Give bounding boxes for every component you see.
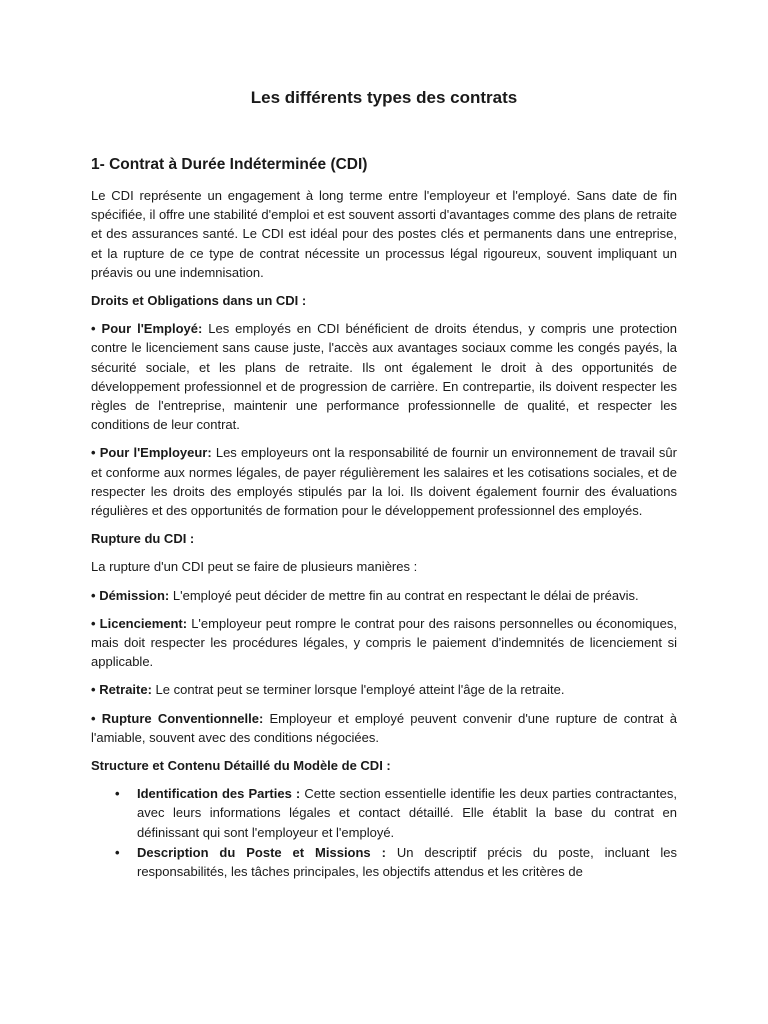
rupture-intro-paragraph: La rupture d'un CDI peut se faire de plusieurs manières : — [91, 559, 418, 575]
bullet-glyph: • — [91, 615, 96, 631]
rupture-heading: Rupture du CDI : — [91, 531, 195, 547]
rights-employer-term: Pour l'Employeur: — [99, 445, 212, 461]
structure-poste-text: Un descriptif précis du poste, incluant les responsabilités, les tâches principales, les objectifs attendus et les critères de — [137, 844, 677, 880]
rupture-item-licenciement — [91, 614, 677, 672]
bullet-glyph: • — [115, 786, 120, 802]
document-body — [91, 86, 677, 882]
rupture-conventionnelle-text: Employeur et employé peuvent convenir d'une rupture de contrat à l'amiable, souvent avec des conditions négociées. — [91, 710, 677, 745]
rupture-demission-text: L'employé peut décider de mettre fin au contrat en respectant le délai de préavis. — [169, 587, 639, 603]
list-item — [115, 784, 677, 842]
bullet-glyph: • — [91, 445, 96, 461]
rupture-item-retraite — [91, 680, 677, 699]
rupture-conventionnelle-term: Rupture Conventionnelle: — [101, 710, 264, 726]
rupture-item-conventionnelle — [91, 709, 677, 747]
rights-employee-paragraph — [91, 319, 677, 434]
rights-obligations-heading: Droits et Obligations dans un CDI : — [91, 293, 307, 309]
rupture-demission-term: Démission: — [99, 587, 170, 603]
rupture-licenciement-term: Licenciement: — [99, 615, 188, 631]
structure-list — [91, 784, 677, 881]
rupture-licenciement-text: L'employeur peut rompre le contrat pour des raisons personnelles ou économiques, mais doit respecter les procédures légales, y compris le paiement d'indemnités de licenciement si applicable. — [91, 615, 677, 670]
bullet-glyph: • — [91, 587, 96, 603]
document-title: Les différents types des contrats — [250, 88, 518, 107]
rupture-retraite-text: Le contrat peut se terminer lorsque l'employé atteint l'âge de la retraite. — [151, 682, 565, 698]
structure-parties-text: Cette section essentielle identifie les deux parties contractantes, avec leurs informations légales et contact détaillé. Elle établit la base du contrat en définissant qui sont l'employeur et l'employé. — [137, 786, 677, 840]
bullet-glyph: • — [91, 321, 96, 337]
bullet-glyph: • — [115, 844, 120, 860]
bullet-glyph: • — [91, 710, 96, 726]
structure-parties-term: Identification des Parties : — [137, 786, 301, 802]
rupture-item-demission — [91, 586, 677, 605]
rights-employer-paragraph — [91, 443, 677, 520]
rights-employer-text: Les employeurs ont la responsabilité de fournir un environnement de travail sûr et conforme aux normes légales, de payer régulièrement les salaires et les cotisations sociales, et de respecter les droits des employés stipulés par la loi. Ils doivent également fournir des évaluations régulières et des opportunités de formation pour le développement professionnel des employés. — [91, 445, 677, 519]
rights-employee-term: Pour l'Employé: — [101, 321, 203, 337]
list-item — [115, 843, 677, 881]
structure-poste-term: Description du Poste et Missions : — [137, 844, 386, 860]
rights-employee-text: Les employés en CDI bénéficient de droits étendus, y compris une protection contre le licenciement sans cause juste, l'accès aux avantages sociaux comme les congés payés, la sécurité sociale, et les plans de retraite. Ils ont également le droit à des opportunités de développement professionnel et de progression de carrière. En contrepartie, ils doivent respecter les règles de l'entreprise, maintenir une performance professionnelle de qualité, et respecter les conditions de leur contrat. — [91, 321, 677, 433]
structure-heading: Structure et Contenu Détaillé du Modèle de CDI : — [91, 758, 391, 774]
cdi-intro-paragraph: Le CDI représente un engagement à long terme entre l'employeur et l'employé. Sans date de fin spécifiée, il offre une stabilité d'emploi et est souvent assorti d'avantages comme des plans de retraite et des assurances santé. Le CDI est idéal pour des postes clés et permanents dans une entreprise, et la rupture de ce type de contrat nécessite un processus légal rigoureux, souvent impliquant un préavis ou une indemnisation. — [91, 188, 677, 280]
rupture-retraite-term: Retraite: — [99, 682, 152, 698]
bullet-glyph: • — [91, 682, 96, 698]
section-heading-cdi: 1- Contrat à Durée Indéterminée (CDI) — [91, 156, 368, 173]
